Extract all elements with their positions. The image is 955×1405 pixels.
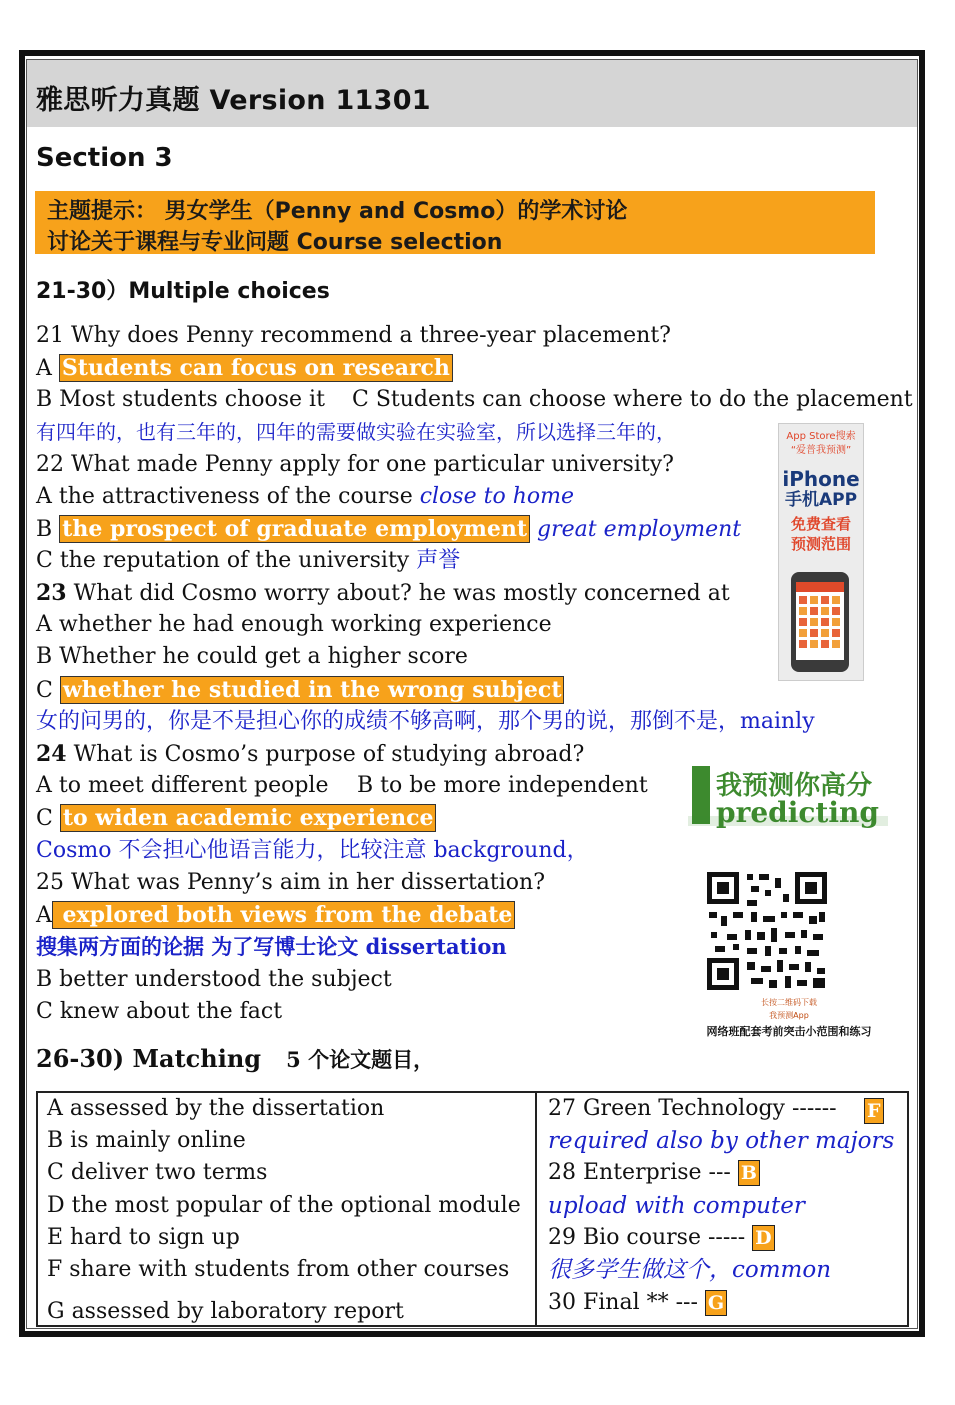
q23-option-a: A whether he had enough working experience [36, 612, 552, 637]
q23-text: What did Cosmo worry about? he was mostly concerned at [66, 581, 730, 606]
q25-option-b: B better understood the subject [36, 967, 392, 992]
q21-option-c: C Students can choose where to do the placement [352, 387, 913, 412]
phone-screen [796, 582, 844, 660]
q23-c-prefix: C [36, 678, 60, 703]
q23-question [36, 578, 730, 609]
q24-question [36, 739, 584, 770]
logo-graphic [686, 762, 892, 830]
ad-free-label: 免费查看 [790, 515, 851, 533]
ad-range-label: 预测范围 [790, 535, 851, 553]
q24-option-b: B to be more independent [357, 773, 648, 798]
q24-text: What is Cosmo’s purpose of studying abroad? [66, 742, 585, 767]
page-title: 雅思听力真题 Version 11301 [36, 85, 431, 116]
q24-answer-highlight: to widen academic experience [60, 804, 437, 832]
matching-option: G assessed by laboratory report [47, 1299, 404, 1324]
q22-c-text: C the reputation of the university [36, 548, 417, 573]
q24-number: 24 [36, 741, 67, 767]
q22-a-note: close to home [419, 484, 574, 509]
q22-question: 22 What made Penny apply for one particular university? [36, 452, 674, 477]
answer-27-label: 27 Green Technology ------ [548, 1096, 837, 1121]
q25-question: 25 What was Penny’s aim in her dissertation? [36, 870, 546, 895]
answer-30-label: 30 Final ** --- [548, 1290, 698, 1315]
q21-question: 21 Why does Penny recommend a three-year placement? [36, 323, 671, 348]
ad-line-1: App Store搜索 [786, 431, 856, 442]
q24-option-c [36, 803, 436, 834]
matching-option: C deliver two terms [47, 1160, 268, 1185]
qr-caption-line-2: 我预测App [769, 1011, 809, 1020]
logo-chinese-text: 我预测你高分 [716, 771, 873, 801]
phone-icon [791, 572, 849, 672]
q25-option-c: C knew about the fact [36, 999, 283, 1024]
q24-c-prefix: C [36, 806, 60, 831]
ad-iphone-label: iPhone [782, 467, 860, 491]
answer-28-note: upload with computer [548, 1193, 805, 1219]
q23-option-c [36, 675, 564, 706]
q24-note: Cosmo 不会担心他语言能力，比较注意 background， [36, 838, 589, 863]
multiple-choice-heading: 21-30）Multiple choices [36, 279, 330, 304]
q21-option-b: B Most students choose it [36, 387, 325, 412]
matching-heading-note: 5 个论文题目， [286, 1047, 435, 1072]
answer-29-letter: D [752, 1225, 774, 1251]
q25-answer-highlight: explored both views from the debate [52, 901, 515, 929]
topic-hint-line-1: 主题提示： 男女学生（Penny and Cosmo）的学术讨论 [47, 199, 628, 224]
qr-code[interactable] [707, 872, 827, 990]
answer-28-letter: B [738, 1160, 760, 1186]
q25-note: 搜集两方面的论据 为了写博士论文 dissertation [36, 934, 507, 959]
matching-heading [36, 1044, 434, 1074]
q23-note: 女的问男的，你是不是担心你的成绩不够高啊，那个男的说，那倒不是，mainly [36, 709, 815, 734]
q23-number: 23 [36, 580, 67, 606]
q21-note: 有四年的，也有三年的，四年的需要做实验在实验室，所以选择三年的， [36, 420, 676, 444]
q22-a-text: A the attractiveness of the course [36, 484, 420, 509]
q23-answer-highlight: whether he studied in the wrong subject [60, 676, 565, 704]
q22-answer-highlight: the prospect of graduate employment [59, 515, 530, 543]
matching-answer-30 [548, 1288, 727, 1318]
answer-27-box [864, 1096, 884, 1126]
qr-caption [686, 996, 892, 1038]
q22-option-c [36, 546, 460, 576]
q22-b-prefix: B [36, 517, 60, 542]
answer-28-label: 28 Enterprise --- [548, 1160, 731, 1185]
topic-hint-box [35, 191, 875, 254]
answer-29-note: 很多学生做这个，common [548, 1257, 832, 1283]
answer-27-letter: F [864, 1098, 884, 1124]
phone-grid-icon [796, 582, 844, 660]
q22-c-note: 声誉 [416, 548, 461, 573]
q25-option-a [36, 900, 515, 931]
answer-30-letter: G [705, 1290, 727, 1316]
q24-option-a: A to meet different people [36, 773, 329, 798]
matching-answer-29 [548, 1223, 775, 1253]
matching-answer-27 [548, 1094, 837, 1124]
matching-option: B is mainly online [47, 1128, 246, 1153]
qr-caption-line-3: 网络班配套考前突击小范围和练习 [706, 1025, 872, 1038]
q22-option-b [36, 514, 741, 545]
qr-code-icon [707, 872, 827, 990]
q21-a-prefix: A [36, 356, 59, 381]
app-ad-panel[interactable] [778, 423, 864, 681]
ad-line-2: “爱普我预测” [790, 445, 852, 456]
matching-heading-text: 26-30) Matching [36, 1044, 262, 1073]
answer-27-note: required also by other majors [548, 1128, 895, 1154]
q22-option-a [36, 482, 574, 512]
q23-option-b: B Whether he could get a higher score [36, 644, 468, 669]
matching-table-divider [535, 1092, 537, 1325]
q21-answer-highlight: Students can focus on research [59, 354, 453, 382]
logo-english-text: predicting [716, 796, 879, 829]
q21-option-a [36, 353, 453, 384]
matching-option: E hard to sign up [47, 1225, 240, 1250]
matching-option: D the most popular of the optional module [47, 1193, 521, 1218]
q25-a-prefix: A [36, 903, 52, 928]
section-heading: Section 3 [36, 143, 173, 173]
ad-app-label: 手机APP [784, 490, 858, 510]
i-predicting-logo [686, 762, 892, 830]
matching-option: F share with students from other courses [47, 1257, 510, 1282]
topic-hint-line-2: 讨论关于课程与专业问题 Course selection [47, 230, 503, 255]
q22-b-note: great employment [537, 517, 742, 542]
answer-29-label: 29 Bio course ----- [548, 1225, 746, 1250]
qr-caption-line-1: 长按二维码下载 [761, 998, 817, 1007]
matching-answer-28 [548, 1158, 760, 1188]
matching-option: A assessed by the dissertation [47, 1096, 385, 1121]
